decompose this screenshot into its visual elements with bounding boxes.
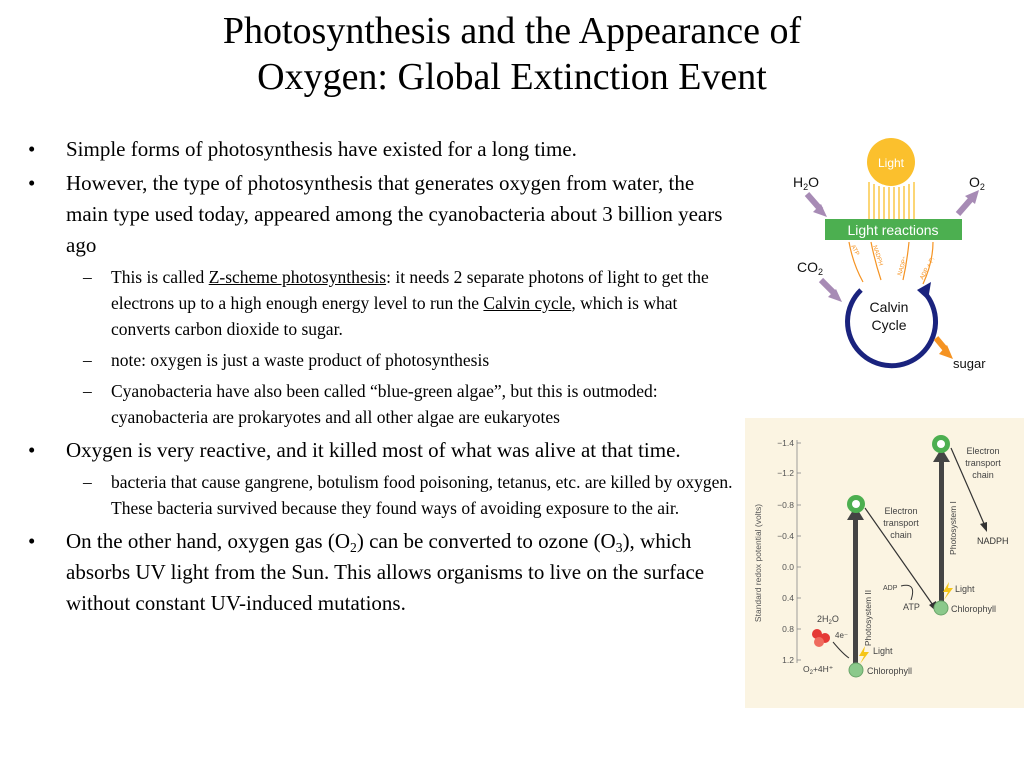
adp-label: ADP + Pᵢ xyxy=(919,256,937,281)
light-label-ps1: Light xyxy=(955,584,975,594)
nadph-label: NADPH xyxy=(871,244,884,267)
adp-label: ADP xyxy=(883,585,898,592)
light-bolt-icon xyxy=(943,582,953,600)
water-label: $2H_2O$ xyxy=(817,614,839,626)
sun-rays xyxy=(869,182,914,220)
y-axis-ticks xyxy=(777,438,794,665)
chlorophyll-label-ps2: Chlorophyll xyxy=(867,666,913,676)
sub-bullet-text-mid: : it needs 2 separate photons of light to get the electrons up to a high enough energy level to run the xyxy=(111,267,709,313)
subscript: 2 xyxy=(350,540,357,555)
bullet-text-c: ), which absorbs UV light from the Sun. This allows organisms to live on the surface without constant UV-induced mutations. xyxy=(66,529,705,615)
sub-bullet-waste-product xyxy=(28,347,740,373)
y-axis-tick-marks xyxy=(797,443,801,660)
co2-arrow xyxy=(821,280,835,294)
bullet-text: Simple forms of photosynthesis have existed for a long time. xyxy=(66,137,577,161)
sub-bullet-z-scheme xyxy=(28,264,740,342)
z-scheme-link[interactable]: Z-scheme photosynthesis xyxy=(208,267,387,287)
dash-marker: – xyxy=(83,267,92,287)
chlorophyll-icon xyxy=(934,601,948,615)
bullet-marker: • xyxy=(28,529,36,553)
sub-bullet-text-pre: This is called xyxy=(111,267,205,287)
bullet-text: Oxygen is very reactive, and it killed most of what was alive at that time. xyxy=(66,438,681,462)
oxygen-product-label: $O_2+4H^+$ xyxy=(803,664,834,676)
bullet-marker: • xyxy=(28,137,36,161)
light-reactions-label: Light reactions xyxy=(847,222,939,238)
etc2-line3: chain xyxy=(972,470,994,480)
h2o-label: $H_2O$ xyxy=(793,174,820,192)
calvin-cycle-link[interactable]: Calvin cycle xyxy=(483,293,572,313)
bullet-text-a: On the other hand, oxygen gas (O xyxy=(66,529,351,553)
light-label-ps2: Light xyxy=(873,646,893,656)
chlorophyll-label-ps1: Chlorophyll xyxy=(951,604,997,614)
dash-marker: – xyxy=(83,381,92,401)
tick-label: 0.8 xyxy=(782,624,794,634)
etc2-line1: Electron xyxy=(966,446,1000,456)
tick-label: −0.8 xyxy=(777,500,794,510)
photosystem-i-arrow xyxy=(939,460,944,610)
bullet-text: However, the type of photosynthesis that generates oxygen from water, the main type used today, appeared among the cyanobacteria about 3 billion years ago xyxy=(66,171,723,257)
z-scheme-diagram xyxy=(745,418,1024,708)
etc1-line2: transport xyxy=(883,518,919,528)
water-molecule-icon xyxy=(814,637,824,647)
light-label: Light xyxy=(877,156,905,170)
atp-arrow xyxy=(901,585,913,600)
chlorophyll-icon xyxy=(849,663,863,677)
sub-bullet-blue-green-algae xyxy=(28,378,740,430)
tick-label: 0.4 xyxy=(782,593,794,603)
sub-bullet-bacteria xyxy=(28,469,740,521)
etc2-arrow-head xyxy=(980,522,987,532)
bullet-list xyxy=(28,134,740,622)
bullet-marker: • xyxy=(28,171,36,195)
electrons-label: 4e⁻ xyxy=(835,631,849,640)
slide-title-line-1: Photosynthesis and the Appearance of xyxy=(222,10,802,52)
bullet-marker: • xyxy=(28,438,36,462)
star-core xyxy=(937,440,945,448)
light-bolt-icon xyxy=(859,646,869,664)
etc2-line2: transport xyxy=(965,458,1001,468)
atp-label: ATP xyxy=(849,244,860,257)
y-axis-label: Standard redox potential (volts) xyxy=(753,503,763,623)
cycle-label: Cycle xyxy=(871,317,907,333)
sub-bullet-text: Cyanobacteria have also been called “blue-green algae”, but this is outmoded: cyanobacteria are prokaryotes and all other algae are eukaryotes xyxy=(111,381,658,427)
nadp-label: NADP⁺ xyxy=(897,255,910,277)
dash-marker: – xyxy=(83,350,92,370)
bullet-ozone xyxy=(28,526,740,619)
subscript: 3 xyxy=(615,540,623,555)
atp-label: ATP xyxy=(903,602,920,612)
sugar-label: sugar xyxy=(953,356,986,371)
tick-label: −1.2 xyxy=(777,468,794,478)
o2-arrow xyxy=(958,198,972,214)
bullet-text-b: ) can be converted to ozone (O xyxy=(356,529,616,553)
slide-title xyxy=(0,8,1024,100)
photosystem-i-label: Photosystem I xyxy=(948,501,958,555)
tick-label: 0.0 xyxy=(782,562,794,572)
photosynthesis-overview-diagram xyxy=(783,132,1003,382)
etc1-line1: Electron xyxy=(884,506,918,516)
slide-title-line-2: Oxygen: Global Extinction Event xyxy=(257,56,767,98)
bullet-oxygen-reactive xyxy=(28,435,740,466)
bullet-oxygen-photosynthesis xyxy=(28,168,740,261)
bullet-simple-forms xyxy=(28,134,740,165)
sub-bullet-text: note: oxygen is just a waste product of photosynthesis xyxy=(111,350,490,370)
photosystem-ii-label: Photosystem II xyxy=(863,589,873,647)
o2-label: $O_2$ xyxy=(969,174,985,192)
electron-arrow xyxy=(833,642,849,658)
co2-label: $CO_2$ xyxy=(797,259,824,277)
tick-label: 1.2 xyxy=(782,655,794,665)
sub-bullet-text-post: , which is what converts carbon dioxide to sugar. xyxy=(111,293,678,339)
dash-marker: – xyxy=(83,472,92,492)
etc1-line3: chain xyxy=(890,530,912,540)
photosystem-ii-arrow xyxy=(853,518,858,666)
nadph-label: NADPH xyxy=(977,536,1009,546)
calvin-label: Calvin xyxy=(869,299,909,315)
tick-label: −0.4 xyxy=(777,531,794,541)
tick-label: −1.4 xyxy=(777,438,794,448)
sub-bullet-text: bacteria that cause gangrene, botulism food poisoning, tetanus, etc. are killed by oxygen. These bacteria survived because they found ways of avoiding exposure to the air. xyxy=(111,472,733,518)
star-core xyxy=(852,500,860,508)
